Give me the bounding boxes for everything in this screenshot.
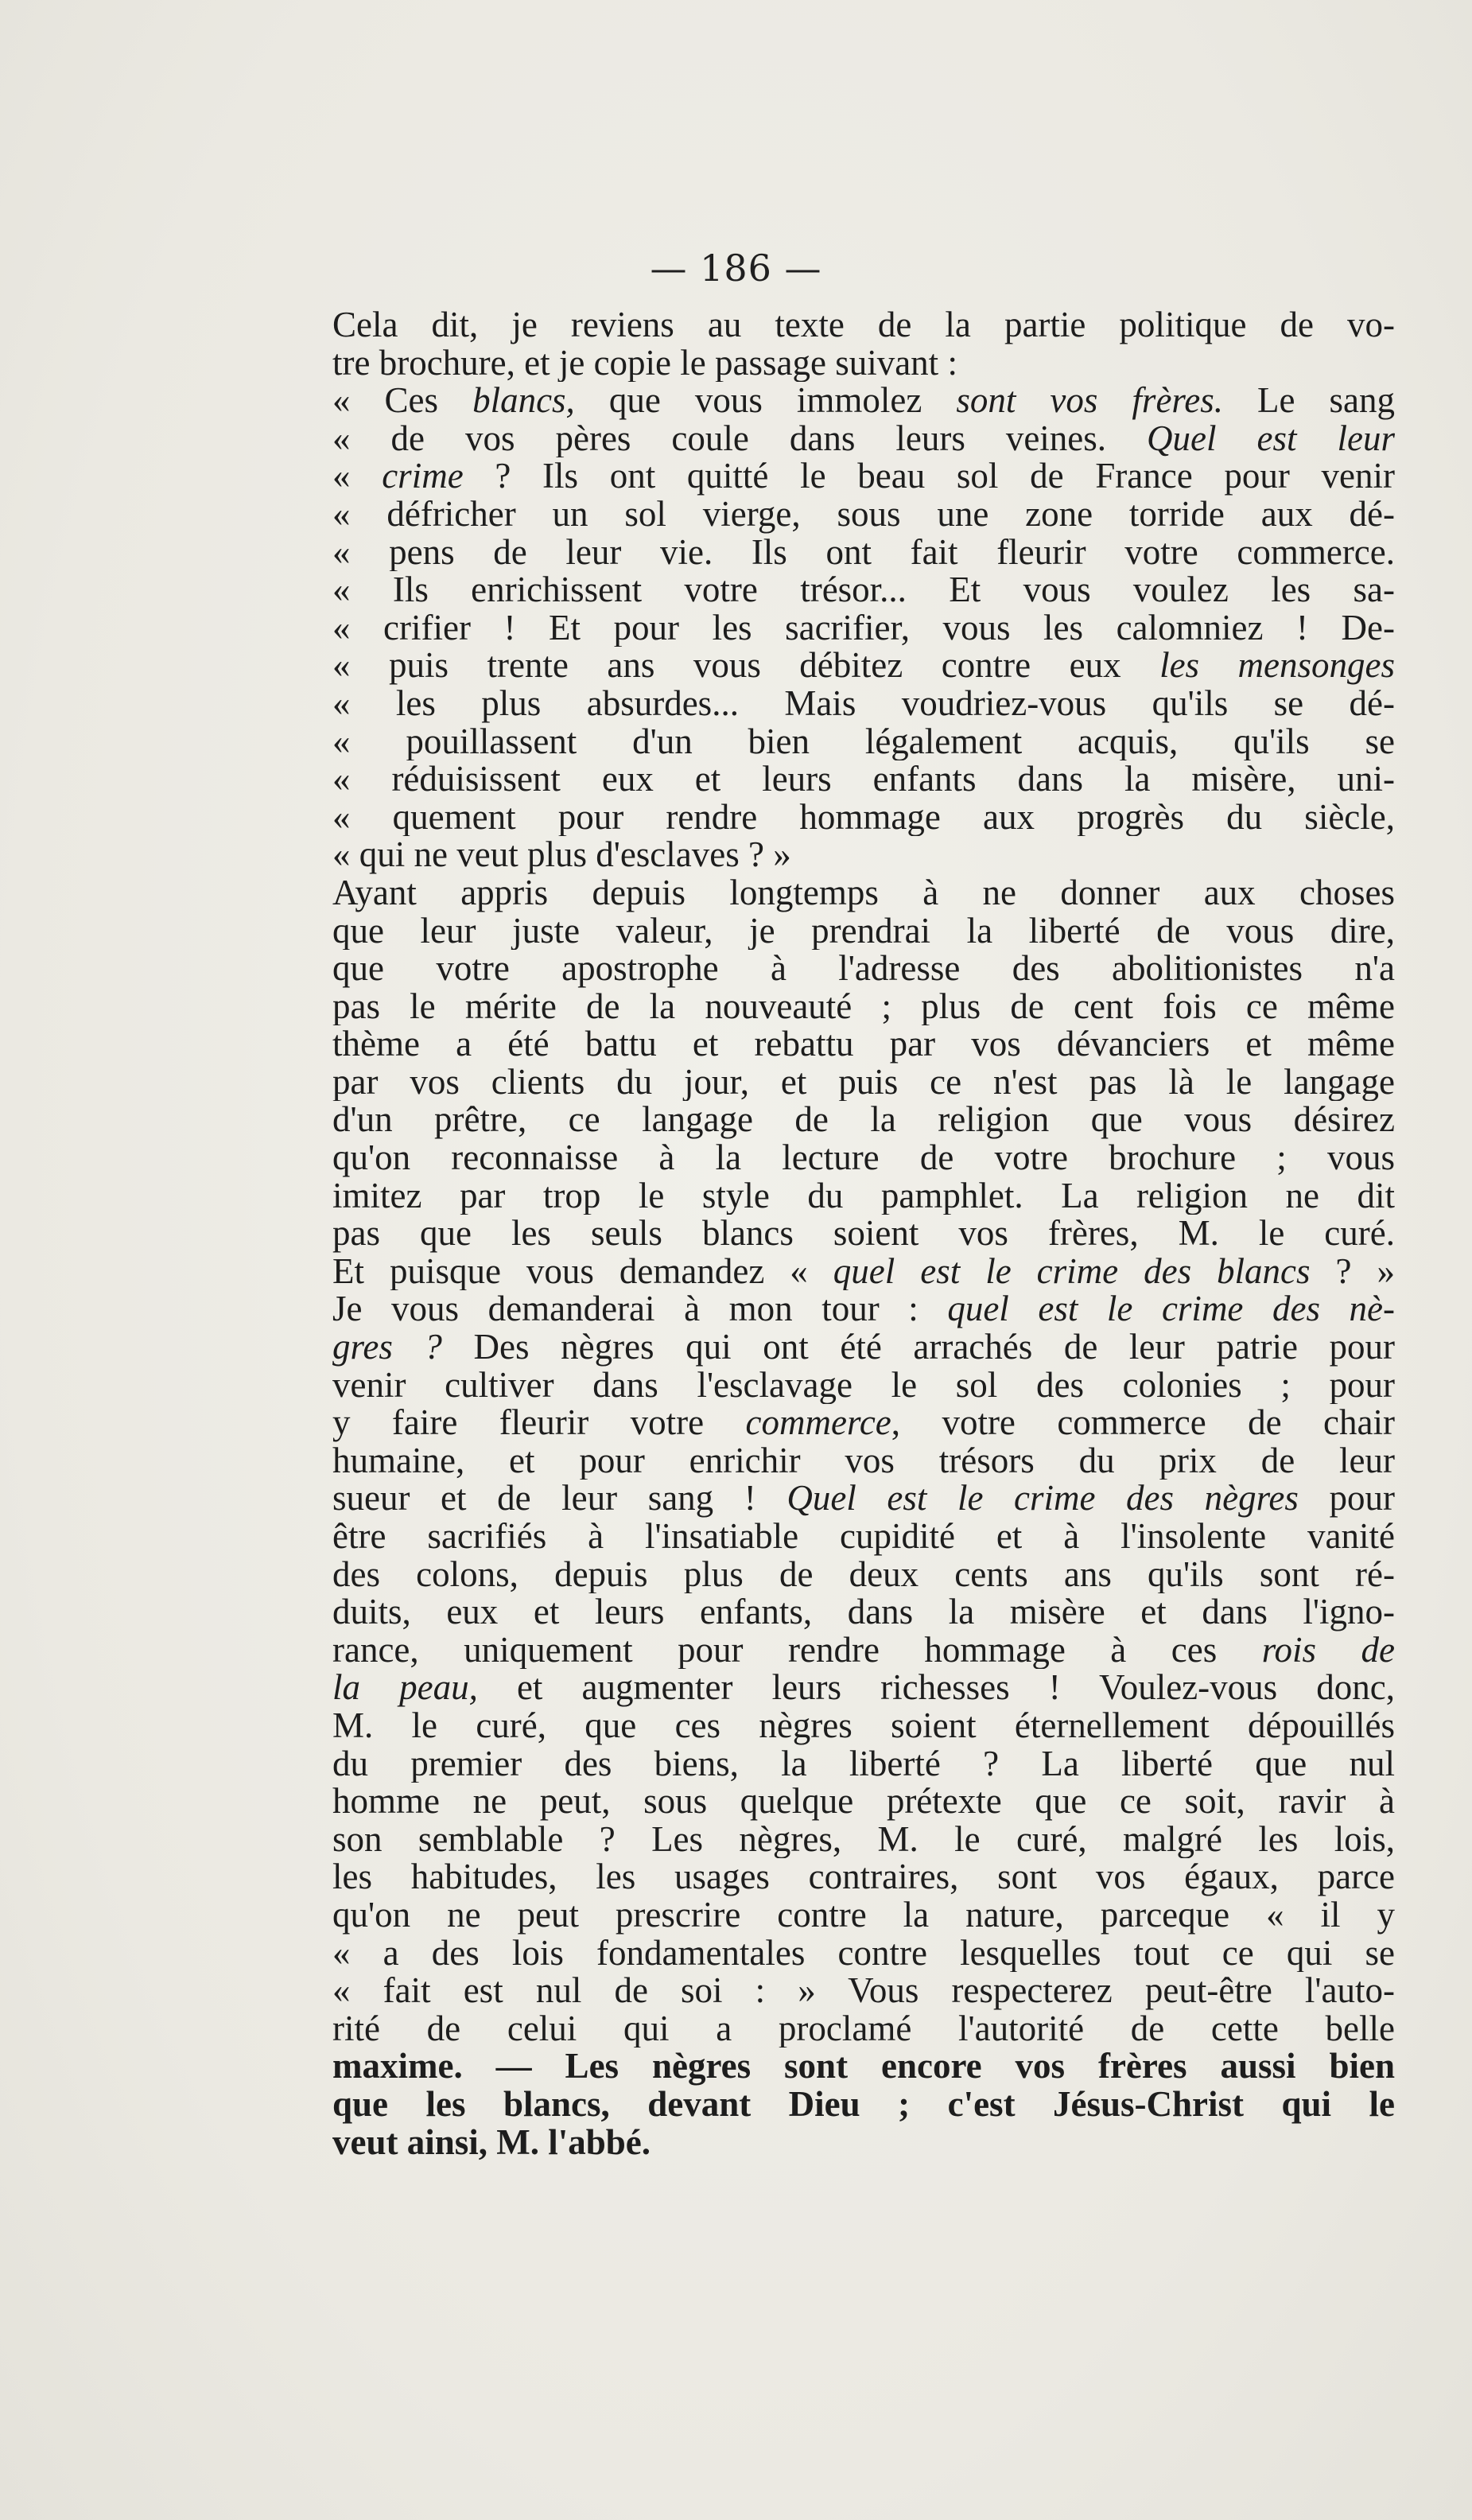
text-line bbox=[332, 799, 1395, 837]
text-run: « bbox=[332, 457, 383, 496]
text-line bbox=[332, 1290, 1395, 1328]
text-run: Cela dit, je reviens au texte de la partie politique de vo- bbox=[332, 306, 1395, 344]
text-line bbox=[332, 1518, 1395, 1556]
text-run: rité de celui qui a proclamé l'autorité de cette belle bbox=[332, 2009, 1395, 2048]
text-run: que leur juste valeur, je prendrai la liberté de vous dire, bbox=[332, 912, 1395, 951]
text-run: veut ainsi, M. l'abbé. bbox=[332, 2123, 651, 2162]
text-run: « réduisissent eux et leurs enfants dans la misère, uni- bbox=[332, 760, 1395, 799]
text-run: Le sang bbox=[1223, 382, 1395, 420]
text-run: être sacrifiés à l'insatiable cupidité et à l'insolente vanité bbox=[332, 1518, 1395, 1556]
italic-text: les mensonges bbox=[1159, 647, 1395, 685]
text-line bbox=[332, 382, 1395, 420]
text-line bbox=[332, 1783, 1395, 1821]
text-line bbox=[332, 1253, 1395, 1291]
body-text bbox=[332, 306, 1395, 2161]
text-run: du premier des biens, la liberté ? La liberté que nul bbox=[332, 1744, 1395, 1783]
text-line bbox=[332, 1215, 1395, 1253]
text-run: thème a été battu et rebattu par vos dévanciers et même bbox=[332, 1025, 1395, 1064]
text-run: « a des lois fondamentales contre lesquelles tout ce qui se bbox=[332, 1934, 1395, 1973]
text-run: « défricher un sol vierge, sous une zone torride aux dé- bbox=[332, 495, 1395, 534]
text-run: que les blancs, devant Dieu ; c'est Jésus-Christ qui le bbox=[332, 2085, 1395, 2124]
italic-text: la peau, bbox=[332, 1669, 478, 1707]
text-line bbox=[332, 1101, 1395, 1139]
text-run: ? » bbox=[1310, 1252, 1395, 1291]
italic-text: sont vos frères. bbox=[956, 382, 1223, 420]
text-line bbox=[332, 1935, 1395, 1973]
text-line bbox=[332, 1177, 1395, 1215]
text-run: que votre apostrophe à l'adresse des abolitionistes n'a bbox=[332, 950, 1395, 988]
text-line bbox=[332, 1367, 1395, 1405]
italic-text: crime bbox=[382, 457, 464, 496]
text-line bbox=[332, 950, 1395, 988]
text-run: « fait est nul de soi : » Vous respecterez peut-être l'auto- bbox=[332, 1972, 1395, 2010]
text-run: son semblable ? Les nègres, M. le curé, malgré les lois, bbox=[332, 1820, 1395, 1859]
text-line bbox=[332, 2048, 1395, 2086]
text-line bbox=[332, 1404, 1395, 1442]
text-run: « les plus absurdes... Mais voudriez-vous qu'ils se dé- bbox=[332, 684, 1395, 723]
text-run: humaine, et pour enrichir vos trésors du prix de leur bbox=[332, 1441, 1395, 1480]
text-line bbox=[332, 496, 1395, 534]
text-line bbox=[332, 1631, 1395, 1670]
text-run: y faire fleurir votre bbox=[332, 1404, 746, 1442]
text-line bbox=[332, 1745, 1395, 1783]
text-run: duits, eux et leurs enfants, dans la misère et dans l'igno- bbox=[332, 1593, 1395, 1631]
text-run: « de vos pères coule dans leurs veines. bbox=[332, 419, 1148, 458]
text-line bbox=[332, 912, 1395, 951]
text-run: Ayant appris depuis longtemps à ne donner aux choses bbox=[332, 873, 1395, 912]
text-line bbox=[332, 1858, 1395, 1896]
text-line bbox=[332, 1821, 1395, 1859]
text-line bbox=[332, 571, 1395, 609]
italic-text: quel est le crime des nè- bbox=[947, 1290, 1395, 1329]
text-line bbox=[332, 1025, 1395, 1064]
text-line bbox=[332, 1139, 1395, 1177]
text-line bbox=[332, 647, 1395, 685]
text-run: qu'on ne peut prescrire contre la nature, parceque « il y bbox=[332, 1896, 1395, 1935]
text-line bbox=[332, 836, 1395, 874]
text-run: des colons, depuis plus de deux cents ans qu'ils sont ré- bbox=[332, 1555, 1395, 1594]
text-run: et augmenter leurs richesses ! Voulez-vous donc, bbox=[477, 1669, 1395, 1707]
text-line bbox=[332, 534, 1395, 572]
text-run: venir cultiver dans l'esclavage le sol des colonies ; pour bbox=[332, 1366, 1395, 1405]
text-run: pas que les seuls blancs soient vos frères, M. le curé. bbox=[332, 1215, 1395, 1253]
text-line bbox=[332, 1593, 1395, 1631]
text-line bbox=[332, 344, 1395, 383]
text-run: pas le mérite de la nouveauté ; plus de cent fois ce même bbox=[332, 987, 1395, 1026]
text-line bbox=[332, 306, 1395, 344]
text-run: tre brochure, et je copie le passage suivant : bbox=[332, 344, 957, 383]
text-run: imitez par trop le style du pamphlet. La religion ne dit bbox=[332, 1176, 1395, 1215]
text-run: rance, uniquement pour rendre hommage à ces bbox=[332, 1631, 1262, 1670]
text-line bbox=[332, 1328, 1395, 1367]
text-run: que vous immolez bbox=[574, 382, 957, 420]
text-line bbox=[332, 723, 1395, 761]
italic-text: quel est le crime des blancs bbox=[833, 1252, 1311, 1291]
text-run: « crifier ! Et pour les sacrifier, vous les calomniez ! De- bbox=[332, 609, 1395, 648]
italic-text: blancs, bbox=[472, 382, 575, 420]
text-line bbox=[332, 1707, 1395, 1745]
text-line bbox=[332, 2086, 1395, 2124]
text-line bbox=[332, 988, 1395, 1026]
text-line bbox=[332, 760, 1395, 799]
text-line bbox=[332, 420, 1395, 458]
text-line bbox=[332, 609, 1395, 648]
text-line bbox=[332, 457, 1395, 496]
text-run: « qui ne veut plus d'esclaves ? » bbox=[332, 836, 791, 874]
text-run: « quement pour rendre hommage aux progrès du siècle, bbox=[332, 798, 1395, 837]
text-run: les habitudes, les usages contraires, sont vos égaux, parce bbox=[332, 1858, 1395, 1896]
text-run: sueur et de leur sang ! bbox=[332, 1480, 787, 1518]
text-line bbox=[332, 1669, 1395, 1707]
text-line bbox=[332, 1972, 1395, 2010]
italic-text: commerce bbox=[745, 1404, 891, 1442]
text-line bbox=[332, 685, 1395, 723]
text-line bbox=[332, 874, 1395, 912]
text-run: maxime. — Les nègres sont encore vos frères aussi bien bbox=[332, 2048, 1395, 2086]
text-line bbox=[332, 1442, 1395, 1480]
text-run: , votre commerce de chair bbox=[891, 1404, 1395, 1442]
text-run: « puis trente ans vous débitez contre eux bbox=[332, 647, 1160, 685]
text-run: homme ne peut, sous quelque prétexte que ce soit, ravir à bbox=[332, 1783, 1395, 1821]
text-line bbox=[332, 2010, 1395, 2048]
page-number: — 186 — bbox=[650, 247, 822, 290]
text-run: par vos clients du jour, et puis ce n'est pas là le langage bbox=[332, 1063, 1395, 1102]
text-run: M. le curé, que ces nègres soient éternellement dépouillés bbox=[332, 1706, 1395, 1745]
text-line bbox=[332, 1556, 1395, 1594]
italic-text: rois de bbox=[1261, 1631, 1395, 1670]
text-run: d'un prêtre, ce langage de la religion que vous désirez bbox=[332, 1101, 1395, 1140]
italic-text: Quel est leur bbox=[1147, 419, 1395, 458]
italic-text: gres ? bbox=[332, 1328, 442, 1367]
text-line bbox=[332, 1480, 1395, 1518]
text-run: pour bbox=[1298, 1480, 1395, 1518]
text-run: « pens de leur vie. Ils ont fait fleurir votre commerce. bbox=[332, 533, 1395, 572]
text-run: qu'on reconnaisse à la lecture de votre brochure ; vous bbox=[332, 1139, 1395, 1177]
text-line bbox=[332, 2124, 1395, 2162]
italic-text: Quel est le crime des nègres bbox=[786, 1480, 1299, 1518]
text-run: « pouillassent d'un bien légalement acquis, qu'ils se bbox=[332, 722, 1395, 761]
text-run: Des nègres qui ont été arrachés de leur patrie pour bbox=[441, 1328, 1395, 1367]
text-run: Et puisque vous demandez « bbox=[332, 1252, 833, 1291]
text-run: Je vous demanderai à mon tour : bbox=[332, 1290, 948, 1329]
text-run: « Ces bbox=[332, 382, 473, 420]
text-run: « Ils enrichissent votre trésor... Et vous voulez les sa- bbox=[332, 571, 1395, 609]
text-run: ? Ils ont quitté le beau sol de France pour venir bbox=[463, 457, 1395, 496]
text-line bbox=[332, 1064, 1395, 1102]
text-line bbox=[332, 1896, 1395, 1935]
